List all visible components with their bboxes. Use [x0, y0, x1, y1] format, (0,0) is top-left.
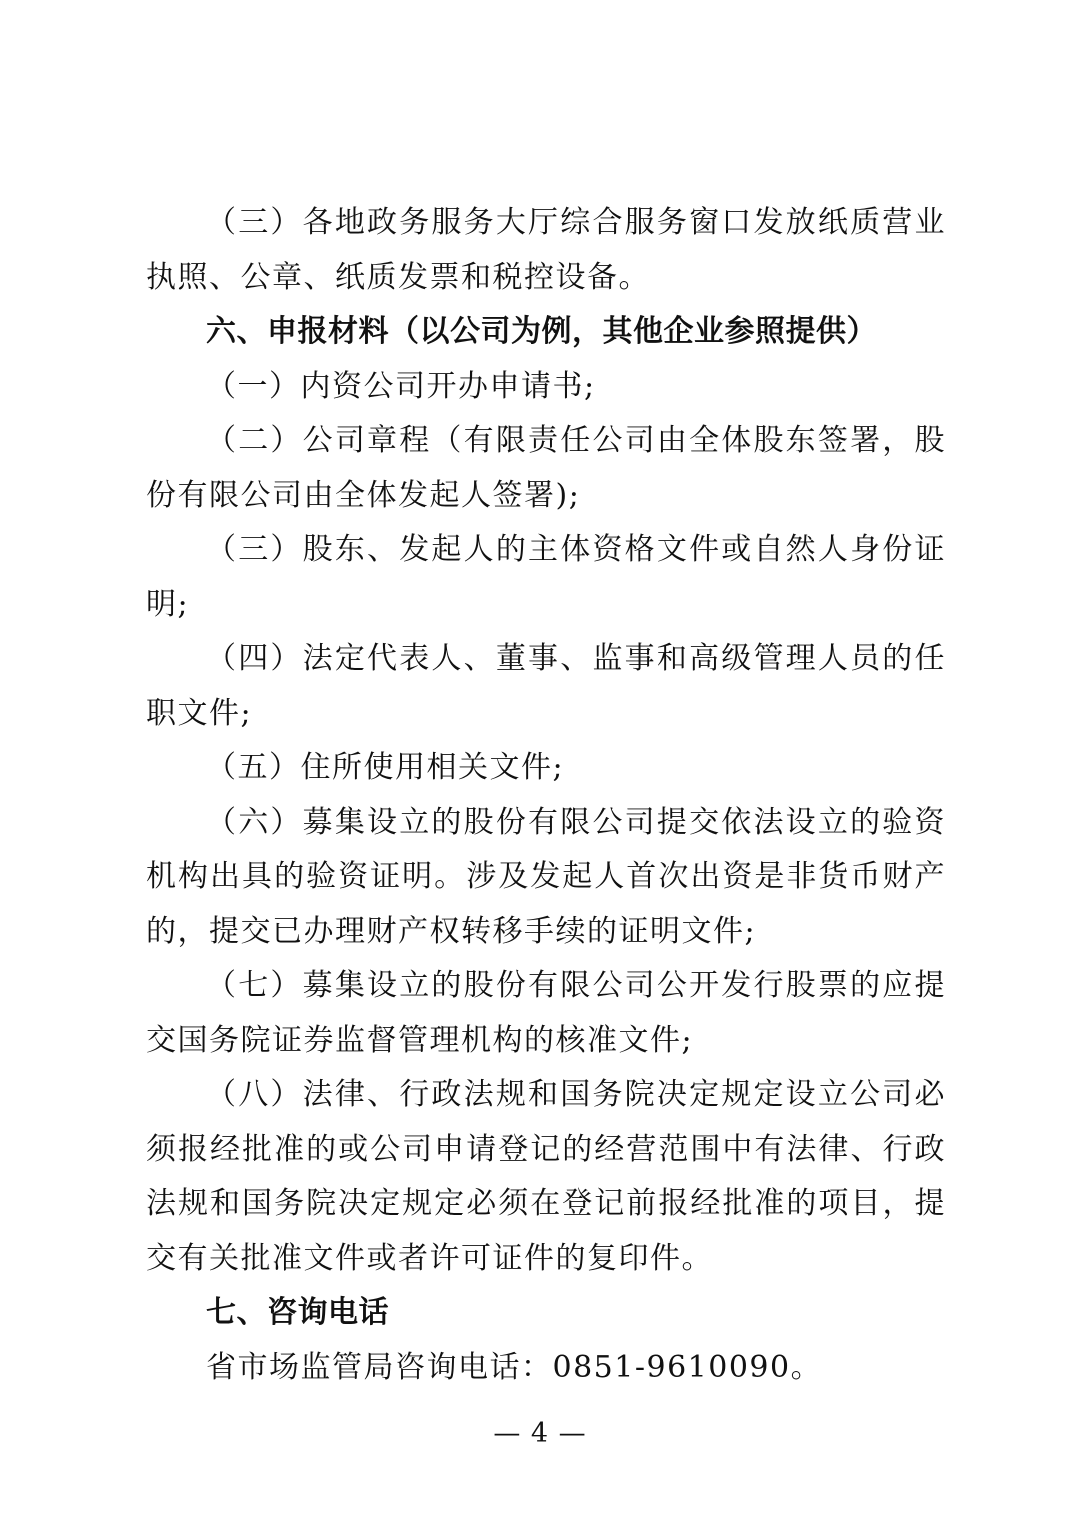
paragraph-consultation-phone-number: 省市场监管局咨询电话：0851-9610090。: [206, 1349, 823, 1385]
paragraph-item-1-application-form: （一）内资公司开办申请书;: [206, 368, 596, 404]
document-body: [146, 196, 946, 1395]
paragraph-item-4-appointment-documents: （四）法定代表人、董事、监事和高级管理人员的任职文件;: [146, 641, 946, 731]
paragraph-item-3-qualification-documents: （三）股东、发起人的主体资格文件或自然人身份证明;: [146, 532, 946, 622]
paragraph-item-3-window-distribution: （三）各地政务服务大厅综合服务窗口发放纸质营业执照、公章、纸质发票和税控设备。: [146, 205, 946, 295]
paragraph-item-7-securities-approval: （七）募集设立的股份有限公司公开发行股票的应提交国务院证券监督管理机构的核准文件;: [146, 968, 946, 1058]
page-number: — 4 —: [493, 1418, 587, 1449]
paragraph-item-5-premises-documents: （五）住所使用相关文件;: [206, 750, 565, 785]
paragraph-item-6-capital-verification: （六）募集设立的股份有限公司提交依法设立的验资机构出具的验资证明。涉及发起人首次出资是非货币财产的，提交已办理财产权转移手续的证明文件;: [146, 804, 946, 949]
paragraph-item-8-approval-documents: （八）法律、行政法规和国务院决定规定设立公司必须报经批准的或公司申请登记的经营范围中有法律、行政法规和国务院决定规定必须在登记前报经批准的项目，提交有关批准文件或者许可证件的复印件。: [146, 1077, 946, 1276]
section-heading-application-materials: 六、申报材料（以公司为例，其他企业参照提供）: [206, 314, 877, 349]
paragraph-item-2-articles-of-association: （二）公司章程（有限责任公司由全体股东签署，股份有限公司由全体发起人签署);: [146, 423, 946, 513]
section-heading-consultation-phone: 七、咨询电话: [206, 1295, 389, 1330]
